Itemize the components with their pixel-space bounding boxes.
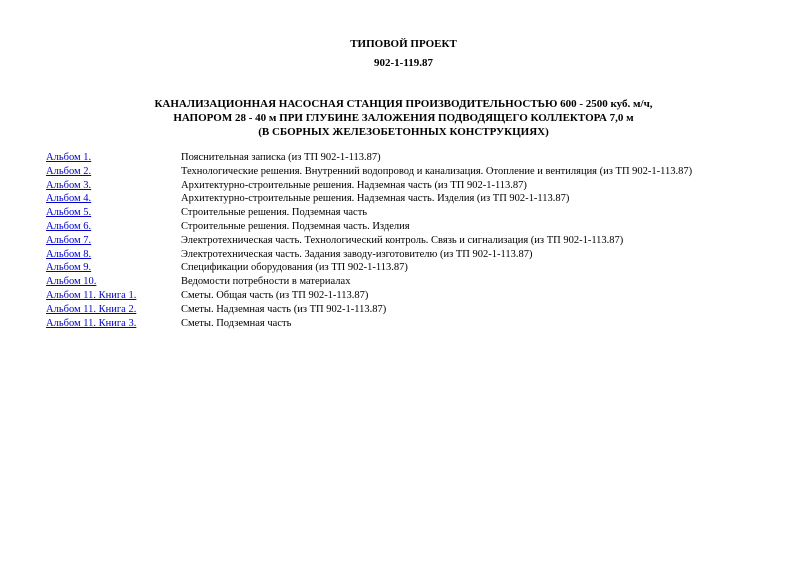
album-row-2 (46, 165, 786, 179)
document-title-line-1: КАНАЛИЗАЦИОННАЯ НАСОСНАЯ СТАНЦИЯ ПРОИЗВОДИТЕЛЬНОСТЬЮ 600 - 2500 куб. м/ч, (154, 98, 653, 110)
album-description-5: Строительные решения. Подземная часть (181, 207, 368, 219)
album-row-4 (46, 192, 786, 206)
album-description-3: Архитектурно-строительные решения. Надземная часть (из ТП 902-1-113.87) (181, 179, 527, 191)
album-row-10 (46, 275, 786, 289)
album-link-3[interactable]: Альбом 3. (46, 179, 92, 191)
album-link-8[interactable]: Альбом 8. (46, 248, 92, 260)
album-description-9: Спецификации оборудования (из ТП 902-1-113.87) (181, 262, 408, 274)
album-description-7: Электротехническая часть. Технологический контроль. Связь и сигнализация (из ТП 902-1-113.87) (181, 234, 624, 246)
album-link-10[interactable]: Альбом 10. (46, 276, 97, 288)
document-title (0, 97, 807, 139)
album-description-10: Ведомости потребности в материалах (181, 276, 351, 288)
album-row-11 (46, 289, 786, 303)
album-description-6: Строительные решения. Подземная часть. Изделия (181, 220, 410, 232)
album-row-1 (46, 151, 786, 165)
album-row-3 (46, 179, 786, 193)
document-title-line-2: НАПОРОМ 28 - 40 м ПРИ ГЛУБИНЕ ЗАЛОЖЕНИЯ ПОДВОДЯЩЕГО КОЛЛЕКТОРА 7,0 м (173, 112, 634, 124)
album-row-7 (46, 234, 786, 248)
album-description-12: Сметы. Надземная часть (из ТП 902-1-113.87) (181, 303, 387, 315)
album-link-1[interactable]: Альбом 1. (46, 152, 92, 163)
album-link-2[interactable]: Альбом 2. (46, 165, 92, 177)
album-description-4: Архитектурно-строительные решения. Надземная часть. Изделия (из ТП 902-1-113.87) (181, 193, 570, 205)
album-list (46, 151, 786, 330)
album-link-11[interactable]: Альбом 11. Книга 1. (46, 289, 137, 301)
album-description-11: Сметы. Общая часть (из ТП 902-1-113.87) (181, 289, 369, 301)
album-row-8 (46, 248, 786, 262)
album-link-7[interactable]: Альбом 7. (46, 234, 92, 246)
album-row-5 (46, 206, 786, 220)
album-row-9 (46, 261, 786, 275)
album-row-13 (46, 317, 786, 331)
album-description-8: Электротехническая часть. Задания заводу-изготовителю (из ТП 902-1-113.87) (181, 248, 533, 260)
document-type-heading: ТИПОВОЙ ПРОЕКТ (350, 38, 457, 50)
album-link-9[interactable]: Альбом 9. (46, 262, 92, 274)
album-link-13[interactable]: Альбом 11. Книга 3. (46, 317, 137, 329)
album-description-1: Пояснительная записка (из ТП 902-1-113.87) (181, 152, 381, 163)
album-link-5[interactable]: Альбом 5. (46, 207, 92, 219)
album-row-12 (46, 303, 786, 317)
album-description-13: Сметы. Подземная часть (181, 317, 292, 329)
document-number: 902-1-119.87 (374, 57, 433, 69)
album-description-2: Технологические решения. Внутренний водопровод и канализация. Отопление и вентиляция (из ТП 902-1-113.87) (181, 165, 693, 177)
album-row-6 (46, 220, 786, 234)
album-link-4[interactable]: Альбом 4. (46, 193, 92, 205)
document-title-line-3: (В СБОРНЫХ ЖЕЛЕЗОБЕТОННЫХ КОНСТРУКЦИЯХ) (258, 126, 549, 138)
album-link-12[interactable]: Альбом 11. Книга 2. (46, 303, 137, 315)
album-link-6[interactable]: Альбом 6. (46, 220, 92, 232)
